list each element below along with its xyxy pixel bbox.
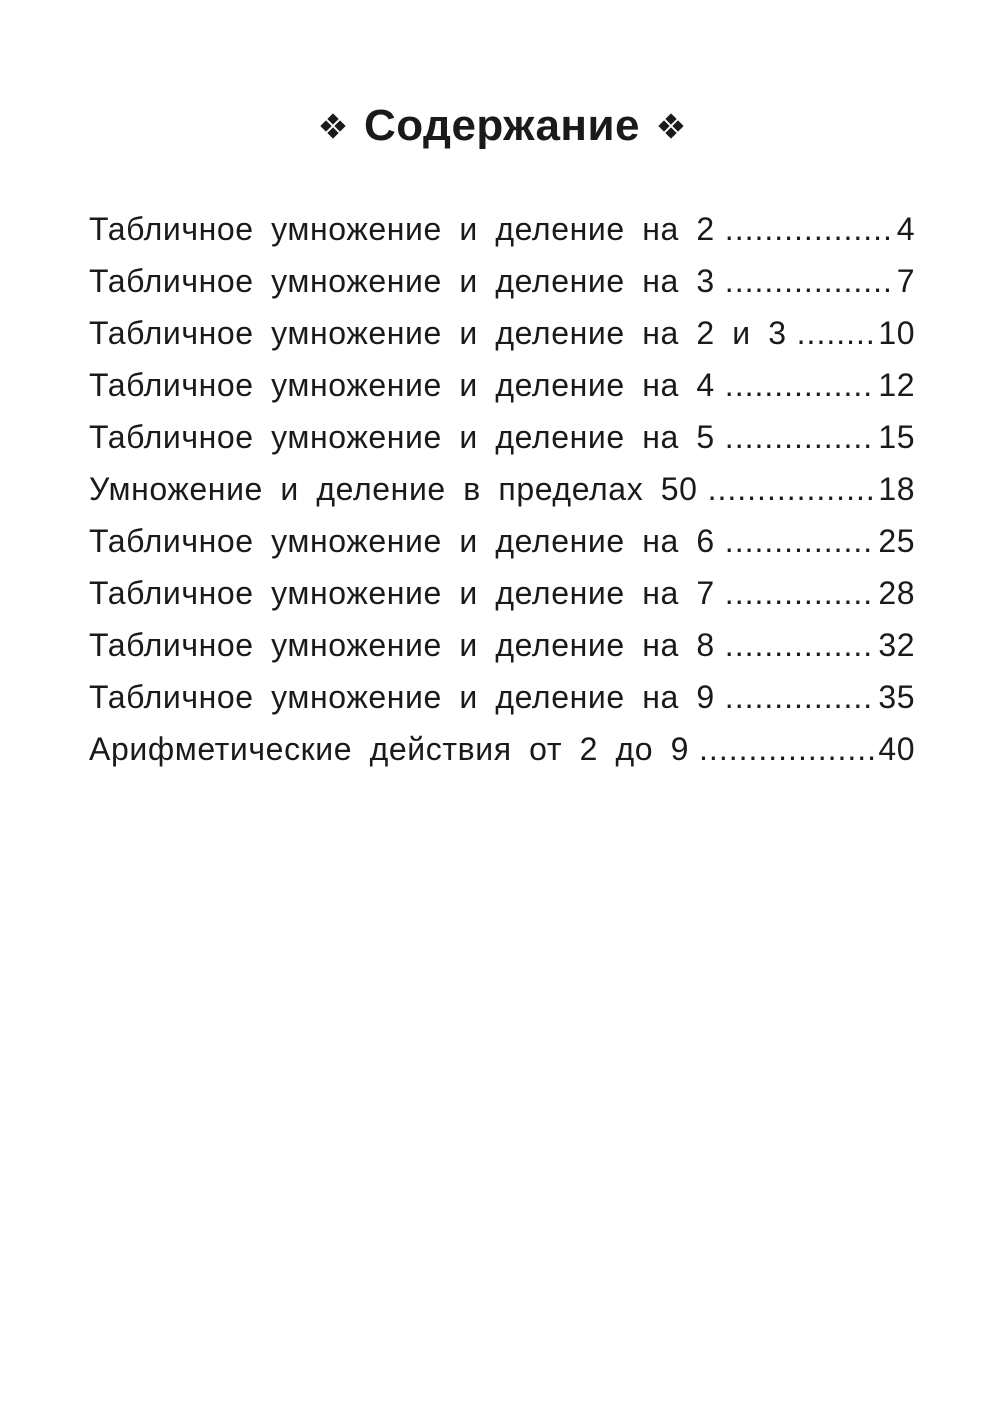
toc-page-number: 28	[878, 575, 915, 611]
toc-entry-title: Табличное умножение и деление на 8	[89, 627, 715, 663]
toc-dot-leader	[708, 465, 877, 513]
toc-dot-leader	[725, 205, 895, 253]
toc-entry[interactable]	[89, 465, 915, 517]
diamond-ornament-icon	[320, 113, 346, 139]
toc-dot-leader	[797, 309, 877, 357]
toc-page-number: 25	[878, 523, 915, 559]
toc-page-number: 40	[878, 731, 915, 767]
toc-dot-leader	[725, 673, 877, 721]
toc-dot-leader	[725, 517, 877, 565]
page-header	[0, 96, 1004, 156]
toc-entry[interactable]	[89, 257, 915, 309]
toc-entry[interactable]	[89, 673, 915, 725]
toc-page-number: 10	[878, 315, 915, 351]
toc-dot-leader	[725, 361, 877, 409]
toc-entry[interactable]	[89, 517, 915, 569]
toc-entry-title: Табличное умножение и деление на 4	[89, 367, 715, 403]
toc-dot-leader	[699, 725, 876, 773]
toc-page-number: 32	[878, 627, 915, 663]
toc-entry-title: Табличное умножение и деление на 3	[89, 263, 715, 299]
toc-entry[interactable]	[89, 413, 915, 465]
toc-entry-title: Табличное умножение и деление на 2	[89, 211, 715, 247]
toc-entry-title: Умножение и деление в пределах 50	[89, 471, 698, 507]
toc-entry-title: Табличное умножение и деление на 6	[89, 523, 715, 559]
toc-dot-leader	[725, 257, 895, 305]
diamond-ornament-icon	[658, 113, 684, 139]
toc-page-number: 35	[878, 679, 915, 715]
toc-entry-title: Табличное умножение и деление на 9	[89, 679, 715, 715]
toc-entry-title: Табличное умножение и деление на 7	[89, 575, 715, 611]
toc-page-number: 7	[896, 263, 915, 299]
page-title: Содержание	[363, 101, 641, 150]
toc-entry[interactable]	[89, 205, 915, 257]
toc-entry[interactable]	[89, 569, 915, 621]
toc-entry-title: Табличное умножение и деление на 2 и 3	[89, 315, 787, 351]
toc-page-number: 4	[896, 211, 915, 247]
toc-entry[interactable]	[89, 309, 915, 361]
toc-entry-title: Арифметические действия от 2 до 9	[89, 731, 690, 767]
toc-dot-leader	[725, 569, 877, 617]
toc-page-number: 18	[878, 471, 915, 507]
toc-entry-title: Табличное умножение и деление на 5	[89, 419, 715, 455]
toc-entry[interactable]	[89, 621, 915, 673]
toc-dot-leader	[725, 621, 877, 669]
toc-entry[interactable]	[89, 361, 915, 413]
toc-page-number: 12	[878, 367, 915, 403]
toc-dot-leader	[725, 413, 877, 461]
toc-page-number: 15	[878, 419, 915, 455]
toc-entry[interactable]	[89, 725, 915, 777]
table-of-contents	[89, 205, 915, 777]
